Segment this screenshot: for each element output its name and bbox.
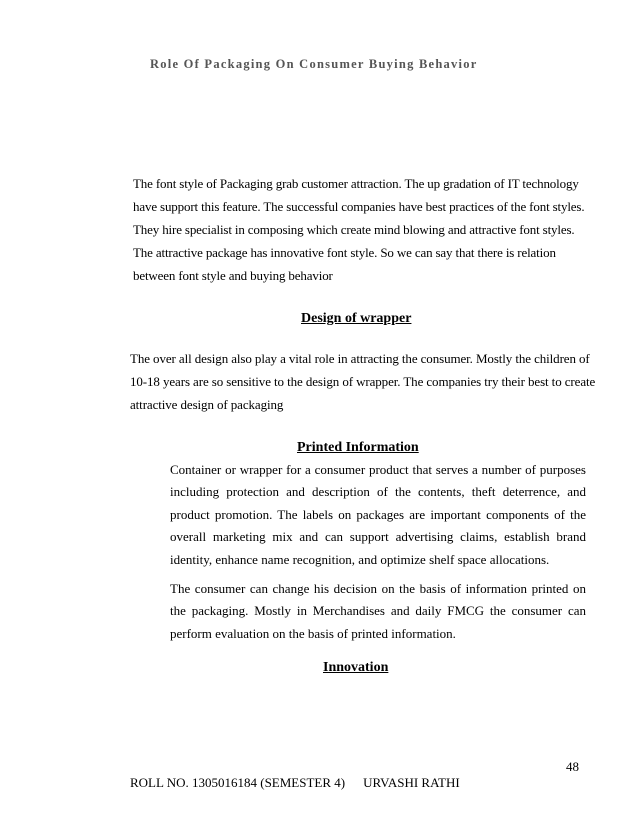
running-header: Role Of Packaging On Consumer Buying Behavior <box>150 57 478 71</box>
printed-information-paragraph-2: The consumer can change his decision on the basis of information printed on the packaging. Mostly in Merchandises and daily FMCG the consumer can perform evaluation on the basis of printed information. <box>170 581 586 641</box>
footer <box>130 775 460 791</box>
printed-information-paragraph-1: Container or wrapper for a consumer product that serves a number of purposes including protection and description of the contents, theft deterrence, and product promotion. The labels on packages are important components of the overall marketing mix and can support advertising claims, establish brand identity, enhance name recognition, and optimize shelf space allocations. <box>170 462 586 567</box>
author-name: URVASHI RATHI <box>363 775 460 790</box>
roll-number: ROLL NO. 1305016184 (SEMESTER 4) <box>130 775 346 790</box>
printed-information-heading: Printed Information <box>297 440 419 455</box>
innovation-heading: Innovation <box>323 660 389 675</box>
font-style-paragraph: The font style of Packaging grab customer attraction. The up gradation of IT technology have support this feature. The successful companies have best practices of the font styles. They hire specialist in composing which create mind blowing and attractive font styles. The attractive package has innovative font style. So we can say that there is relation between font style and buying behavior <box>133 176 585 283</box>
design-of-wrapper-heading: Design of wrapper <box>301 311 412 326</box>
design-paragraph: The over all design also play a vital role in attracting the consumer. Mostly the children of 10-18 years are so sensitive to the design of wrapper. The companies try their best to create attractive design of packaging <box>130 351 596 412</box>
page-number: 48 <box>566 759 579 774</box>
